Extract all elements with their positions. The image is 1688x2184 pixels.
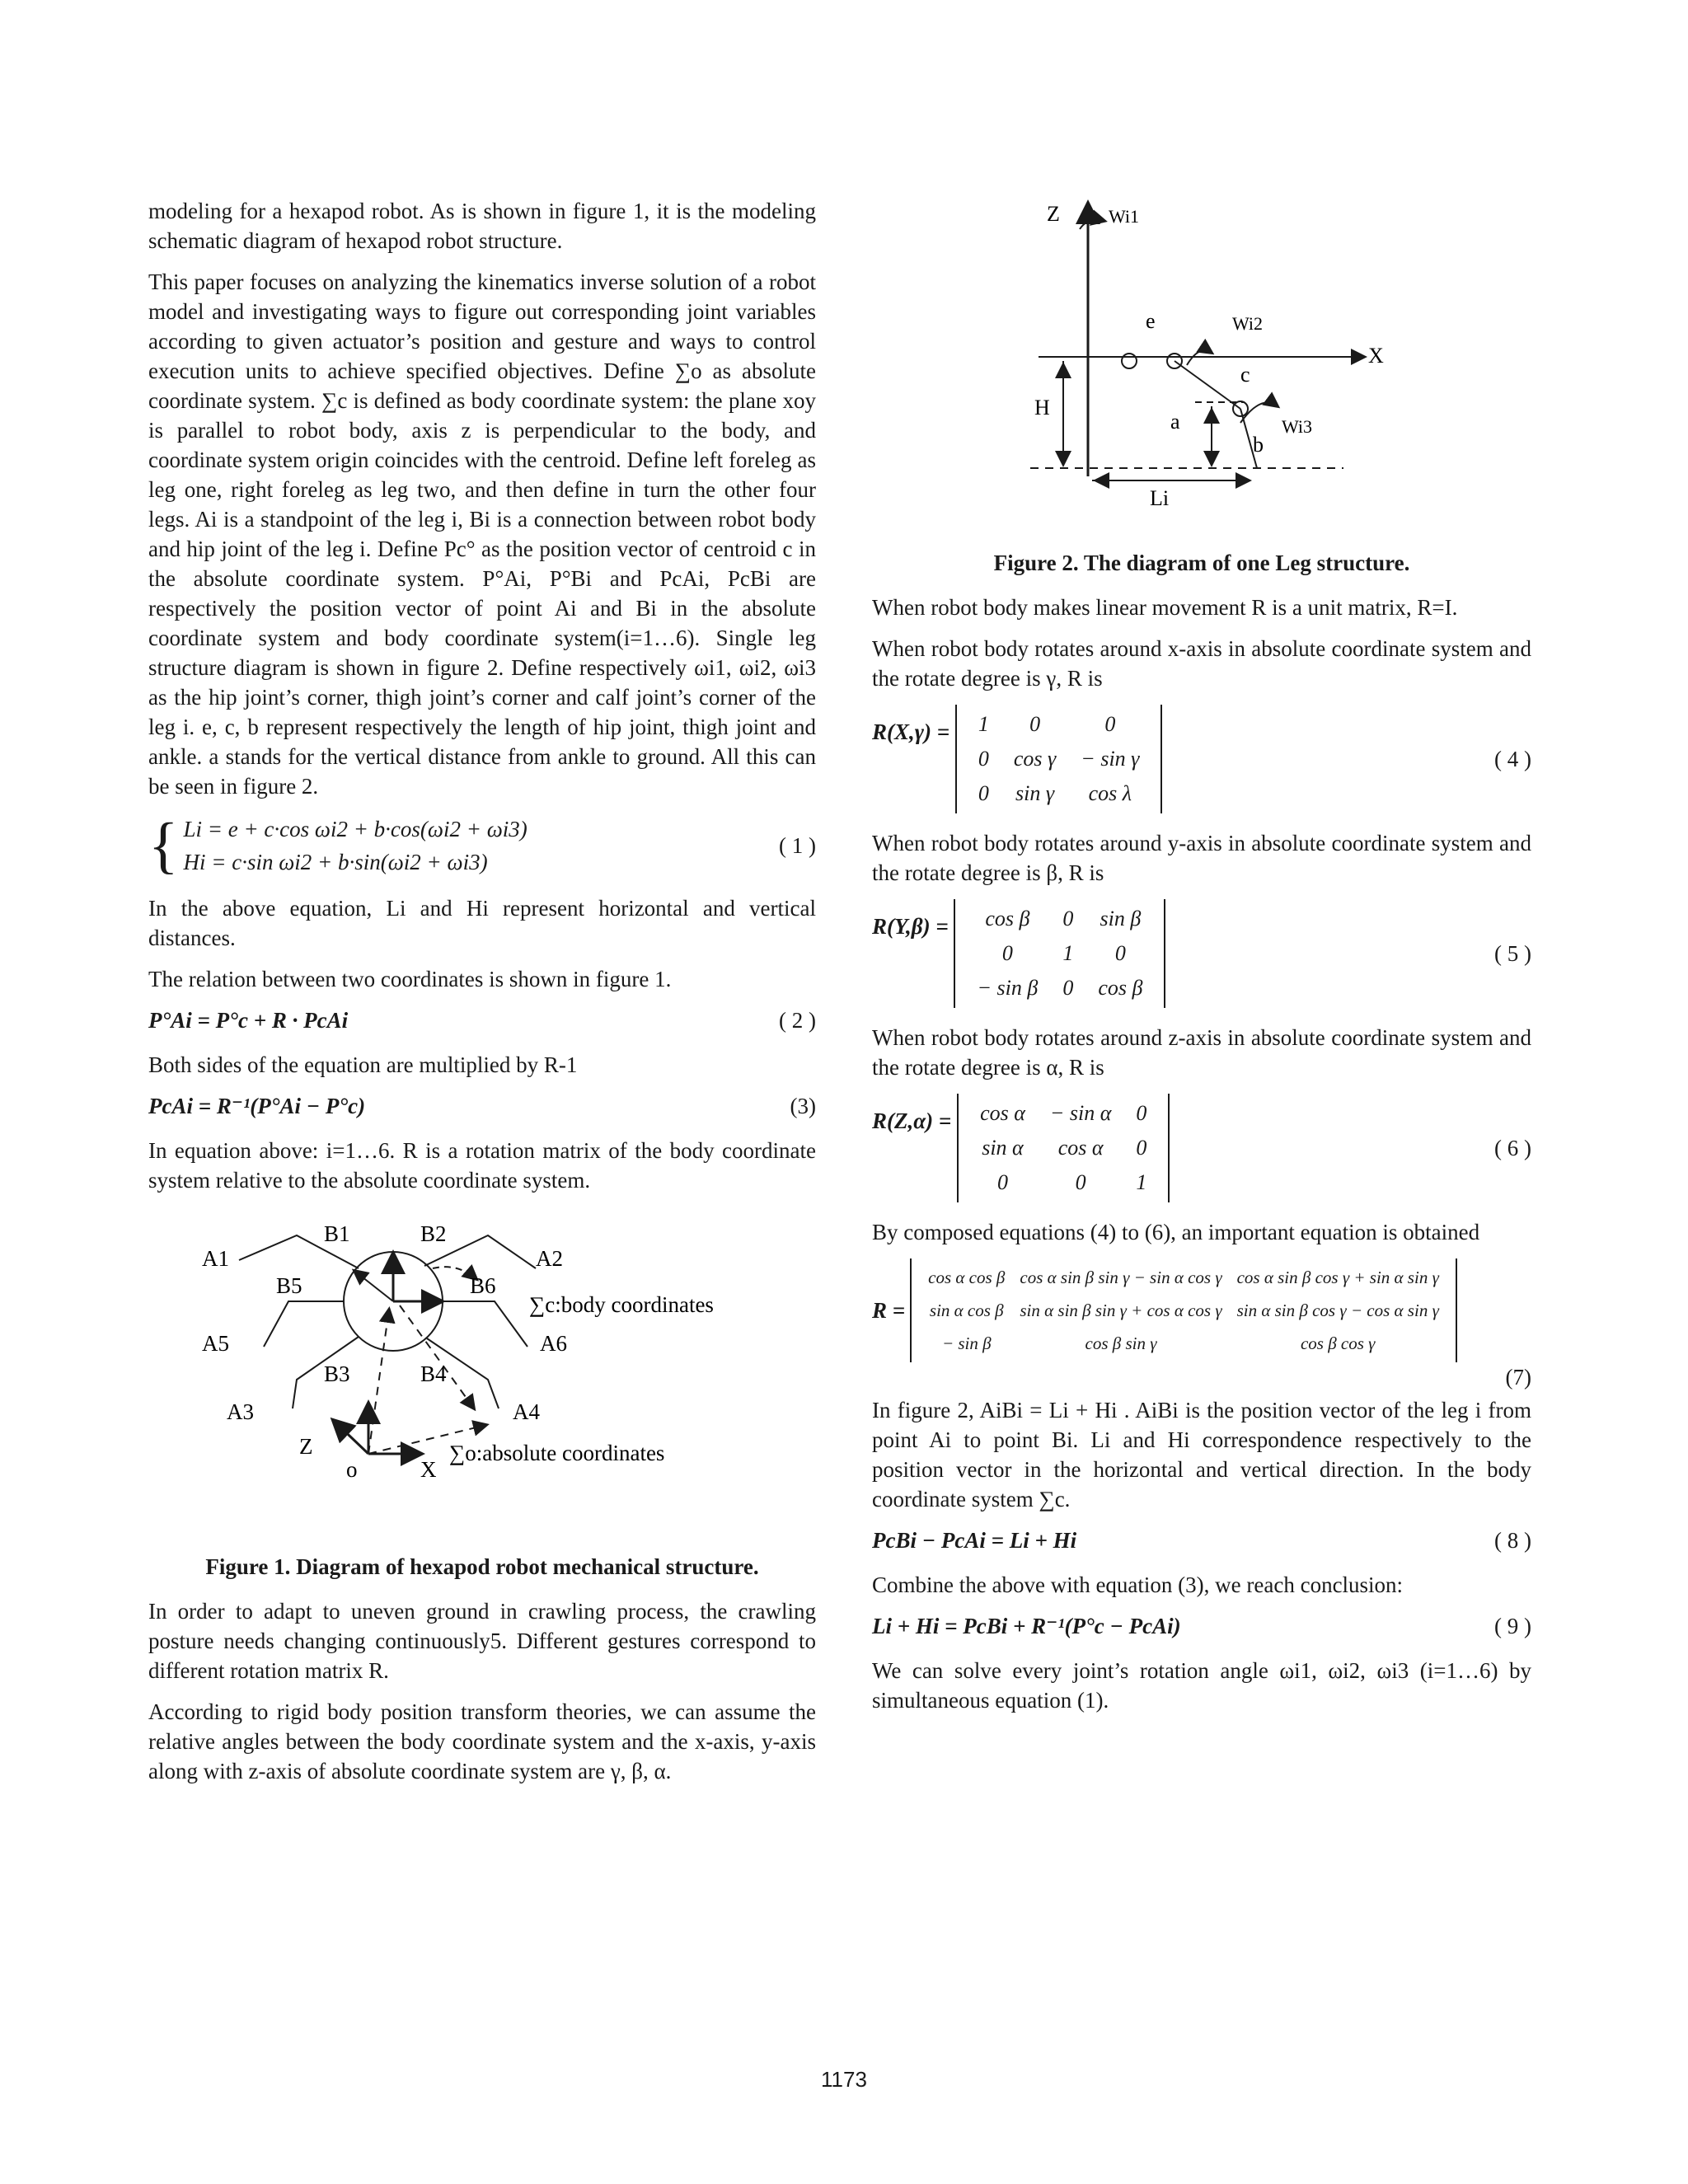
paragraph: This paper focuses on analyzing the kinematics inverse solution of a robot model and investigating ways to figure out corresponding joint variables according to given actuator’s position and gesture and ways to control execution units to achieve specified objectives. Define ∑o as absolute coordinate system. ∑c is defined as body coordinate system: the plane xoy is parallel to robot body, axis z is perpendicular to the body, and coordinate system origin coincides with the centroid. Define left foreleg as leg one, right foreleg as leg two, and then define in turn the other four legs. Ai is a standpoint of the leg i, Bi is a connection between robot body and hip joint of the leg i. Define Pc° as the position vector of centroid c in the absolute coordinate system. P°Ai, P°Bi and PcAi, PcBi are respectively the position vector of point Ai and Bi in the absolute coordinate system and body coordinate system(i=1…6). Single leg structure diagram is shown in figure 2. Define respectively ωi1, ωi2, ωi3 as the hip joint’s corner, thigh joint’s corner and calf joint’s corner of the leg i. e, c, b represent respectively the length of hip joint, thigh joint and ankle. a stands for the vertical distance from ankle to ground. All this can be seen in figure 2.: [148, 269, 816, 799]
equation-body: PcAi = R⁻¹(P°Ai − P°c): [148, 1094, 366, 1118]
paragraph: In the above equation, Li and Hi represent horizontal and vertical distances.: [148, 896, 816, 950]
label-c: c: [1240, 363, 1250, 387]
equation-body: Li + Hi = PcBi + R⁻¹(P°c − PcAi): [872, 1614, 1181, 1638]
label-B3: B3: [324, 1361, 350, 1386]
label-Wi3: Wi3: [1282, 416, 1312, 437]
equation-number: ( 6 ): [1494, 1136, 1531, 1160]
equation-7: [872, 1258, 1531, 1392]
label-B1: B1: [324, 1221, 350, 1246]
label-A2: A2: [536, 1246, 563, 1271]
brace-symbol: {: [148, 811, 179, 880]
label-o: o: [346, 1457, 358, 1482]
leg-5: [264, 1301, 344, 1347]
paragraph: The relation between two coordinates is shown in figure 1.: [148, 967, 672, 991]
paragraph: When robot body rotates around z-axis in absolute coordinate system and the rotate degree is α, R is: [872, 1025, 1531, 1080]
label-B2: B2: [420, 1221, 447, 1246]
matrix-lhs: R(X,γ) =: [872, 719, 950, 744]
equation-9: [872, 1611, 1531, 1641]
label-e: e: [1146, 309, 1156, 333]
equation-number: ( 9 ): [1494, 1614, 1531, 1638]
label-B6: B6: [470, 1273, 496, 1298]
paragraph: In order to adapt to uneven ground in crawling process, the crawling posture needs changing continuously5. Different gestures correspond to different rotation matrix R.: [148, 1599, 816, 1683]
equation-4: [872, 705, 1531, 813]
equation-number: ( 2 ): [779, 1008, 816, 1033]
equation-number: (7): [1505, 1365, 1531, 1390]
figure-1-caption: Figure 1. Diagram of hexapod robot mechanical structure.: [205, 1554, 759, 1579]
matrix-table: cos α − sin α 0 sin α cos α 0 0 0 1: [957, 1094, 1170, 1202]
paragraph: When robot body rotates around y-axis in absolute coordinate system and the rotate degree is β, R is: [872, 831, 1531, 885]
paragraph: modeling for a hexapod robot. As is shown in figure 1, it is the modeling schematic diagram of hexapod robot structure.: [148, 199, 816, 253]
matrix-table: cos β 0 sin β 0 1 0 − sin β 0 cos β: [954, 899, 1165, 1008]
label-b: b: [1253, 433, 1264, 457]
label-A4: A4: [513, 1399, 540, 1424]
equation-6: [872, 1094, 1531, 1202]
equation-5: [872, 899, 1531, 1008]
paragraph: When robot body rotates around x-axis in absolute coordinate system and the rotate degree is γ, R is: [872, 636, 1531, 691]
label-Li: Li: [1150, 486, 1170, 509]
matrix-lhs: R(Y,β) =: [872, 914, 949, 939]
label-Wi1: Wi1: [1109, 206, 1139, 227]
label-Z: Z: [1047, 202, 1060, 226]
label-body-coordinates: ∑c:body coordinates: [529, 1292, 714, 1317]
paragraph: In figure 2, AiBi = Li + Hi . AiBi is the position vector of the leg i from point Ai to point Bi. Li and Hi correspondence respectively to the position vector in the horizontal and vertical direction. In the body coordinate system ∑c.: [872, 1398, 1531, 1511]
matrix-lhs: R =: [872, 1298, 906, 1323]
paragraph: According to rigid body position transform theories, we can assume the relative angles between the body coordinate system and the x-axis, y-axis along with z-axis of absolute coordinate system are γ, β, α.: [148, 1699, 816, 1783]
equation-number: ( 4 ): [1494, 747, 1531, 771]
equation-8: [872, 1526, 1531, 1555]
matrix-lhs: R(Z,α) =: [872, 1108, 952, 1133]
right-column-top: [872, 540, 1531, 1727]
label-X: X: [420, 1457, 437, 1482]
paragraph: In equation above: i=1…6. R is a rotation matrix of the body coordinate system relative to the absolute coordinate system.: [148, 1138, 816, 1193]
figure-2-diagram: [1030, 196, 1385, 509]
label-A5: A5: [202, 1331, 229, 1356]
figure-1-diagram: [148, 1207, 816, 1536]
paragraph: We can solve every joint’s rotation angle ωi1, ωi2, ωi3 (i=1…6) by simultaneous equation (1).: [872, 1658, 1531, 1713]
label-a: a: [1170, 410, 1180, 434]
equation-number: ( 8 ): [1494, 1528, 1531, 1553]
equation-1: [148, 813, 816, 879]
equation-line: Li = e + c·cos ωi2 + b·cos(ωi2 + ωi3): [183, 817, 528, 841]
equation-number: ( 5 ): [1494, 941, 1531, 966]
label-A1: A1: [202, 1246, 229, 1271]
figure-2-caption: Figure 2. The diagram of one Leg structure.: [993, 551, 1410, 575]
label-H: H: [1034, 396, 1050, 419]
equation-number: ( 1 ): [779, 833, 816, 858]
page-number: 1173: [821, 2067, 867, 2092]
label-A6: A6: [540, 1331, 567, 1356]
equation-number: (3): [790, 1094, 816, 1118]
label-Wi2: Wi2: [1232, 313, 1263, 334]
label-absolute-coordinates: ∑o:absolute coordinates: [449, 1441, 665, 1465]
label-B4: B4: [420, 1361, 447, 1386]
equation-body: P°Ai = P°c + R · PcAi: [148, 1008, 349, 1033]
label-Z: Z: [299, 1434, 313, 1459]
equation-2: [148, 1005, 816, 1035]
label-A3: A3: [227, 1399, 254, 1424]
paragraph: Both sides of the equation are multiplied by R-1: [148, 1052, 578, 1077]
paragraph: By composed equations (4) to (6), an important equation is obtained: [872, 1220, 1480, 1244]
equation-body: PcBi − PcAi = Li + Hi: [872, 1528, 1077, 1553]
equation-3: [148, 1091, 816, 1121]
paragraph: When robot body makes linear movement R is a unit matrix, R=I.: [872, 595, 1458, 620]
label-X: X: [1368, 344, 1384, 368]
label-B5: B5: [276, 1273, 302, 1298]
leg-6: [443, 1301, 528, 1347]
paragraph: Combine the above with equation (3), we reach conclusion:: [872, 1572, 1404, 1597]
matrix-table: 1 0 0 0 cos γ − sin γ 0 sin γ cos λ: [955, 705, 1163, 813]
equation-line: Hi = c·sin ωi2 + b·sin(ωi2 + ωi3): [183, 850, 488, 874]
left-column: [148, 196, 816, 1797]
matrix-table: cos α cos β cos α sin β sin γ − sin α cos γ cos α sin β cos γ + sin α sin γ sin α cos β sin α sin β sin γ + cos α cos γ sin α sin β cos γ − cos α sin γ − sin β cos β sin γ cos β cos γ: [910, 1258, 1457, 1362]
